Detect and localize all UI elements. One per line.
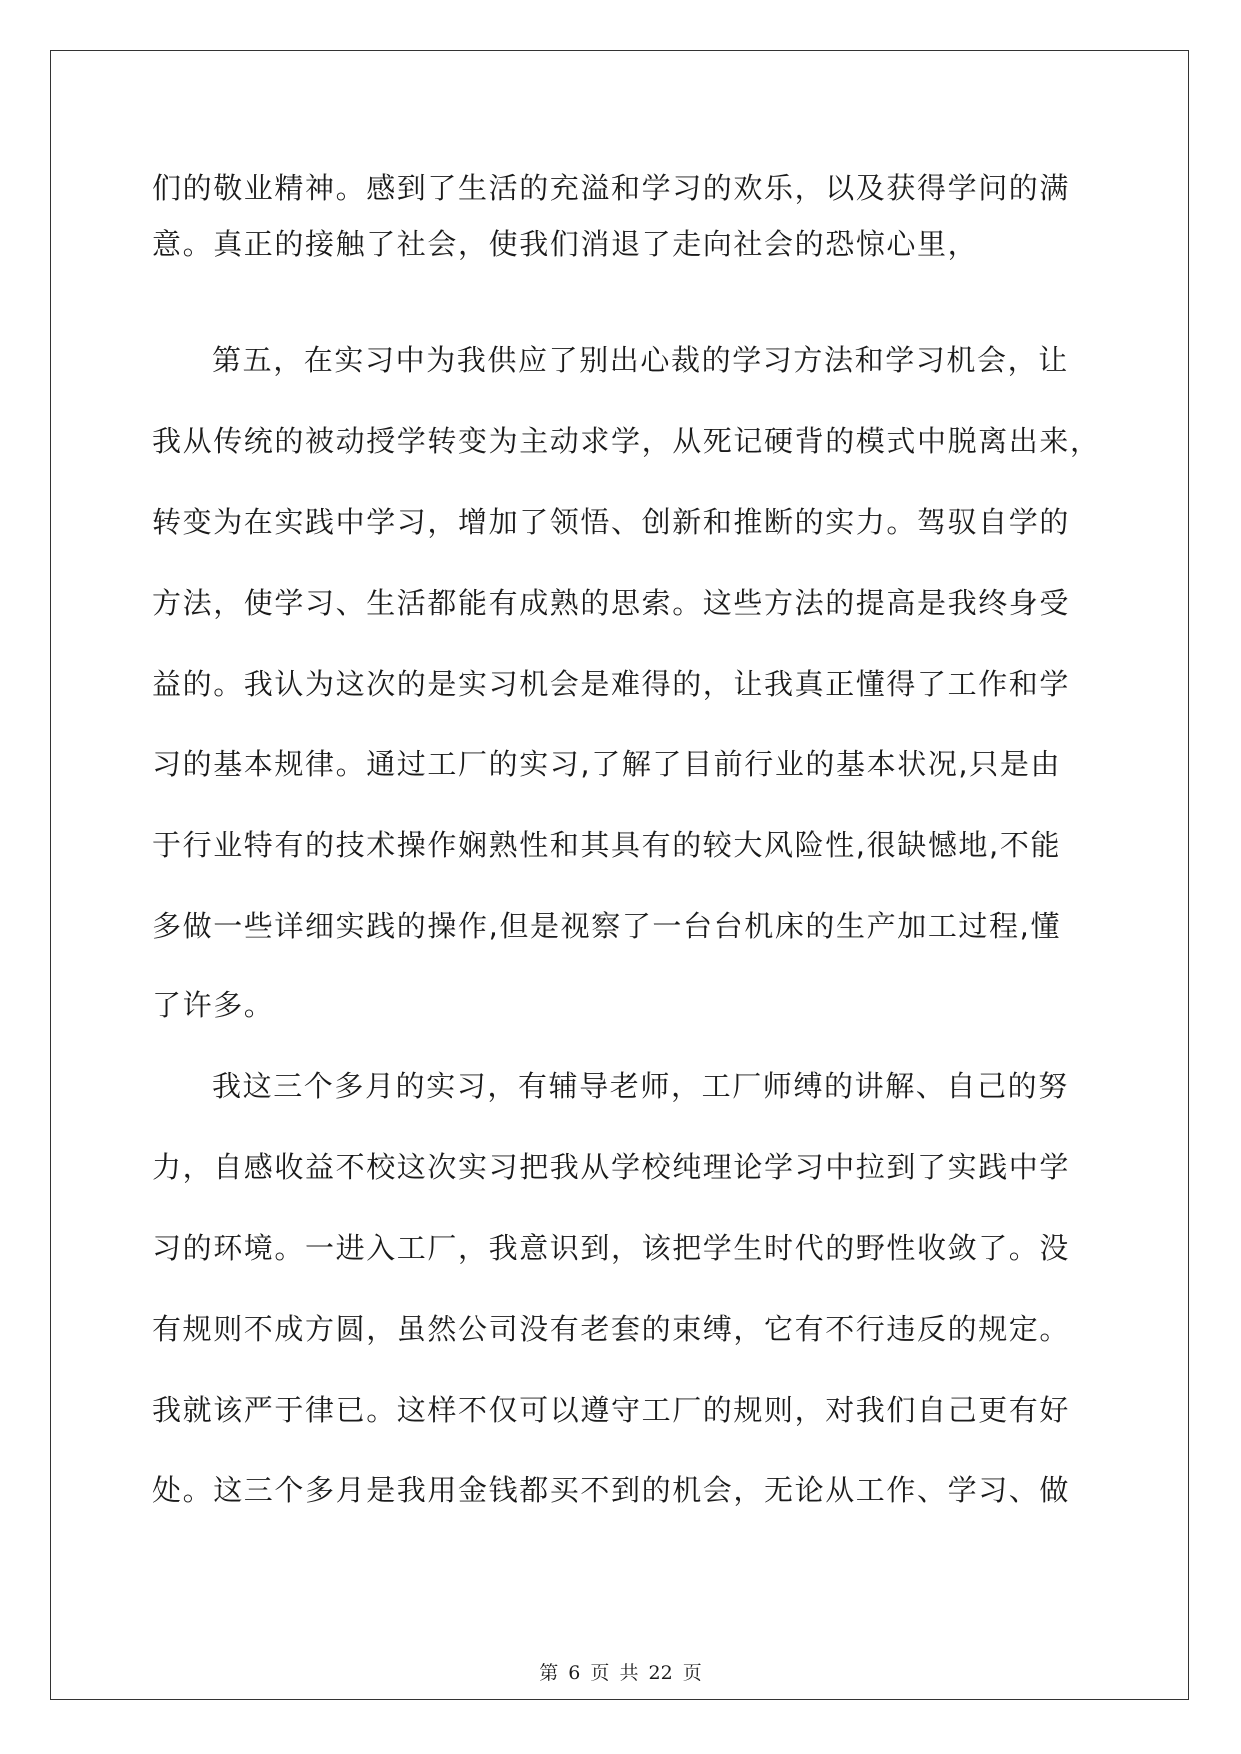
paragraph-line: 习的环境。一进入工厂，我意识到，该把学生时代的野性收敛了。没 (152, 1231, 1071, 1265)
paragraph-line: 方法，使学习、生活都能有成熟的思索。这些方法的提高是我终身受 (152, 586, 1071, 620)
paragraph-line: 多做一些详细实践的操作,但是视察了一台台机床的生产加工过程,懂 (152, 909, 1062, 943)
paragraph-line: 转变为在实践中学习，增加了领悟、创新和推断的实力。驾驭自学的 (152, 505, 1071, 539)
paragraph-line: 处。这三个多月是我用金钱都买不到的机会，无论从工作、学习、做 (152, 1473, 1071, 1507)
paragraph-line: 我这三个多月的实习，有辅导老师，工厂师缚的讲解、自己的努 (212, 1069, 1069, 1103)
paragraph-line: 有规则不成方圆，虽然公司没有老套的束缚，它有不行违反的规定。 (152, 1312, 1071, 1346)
page-border (50, 50, 1189, 1700)
paragraph-line: 益的。我认为这次的是实习机会是难得的，让我真正懂得了工作和学 (152, 667, 1071, 701)
paragraph-line: 于行业特有的技术操作娴熟性和其具有的较大风险性,很缺憾地,不能 (152, 828, 1062, 862)
paragraph-line: 们的敬业精神。感到了生活的充溢和学习的欢乐，以及获得学问的满 (152, 171, 1071, 205)
paragraph-line: 了许多。 (152, 988, 275, 1022)
paragraph-line: 意。真正的接触了社会，使我们消退了走向社会的恐惊心里， (152, 227, 979, 261)
paragraph-line: 我从传统的被动授学转变为主动求学，从死记硬背的模式中脱离出来， (152, 424, 1101, 458)
paragraph-line: 第五，在实习中为我供应了别出心裁的学习方法和学习机会，让 (212, 343, 1069, 377)
page-number: 第 6 页 共 22 页 (539, 1662, 702, 1684)
paragraph-line: 习的基本规律。通过工厂的实习,了解了目前行业的基本状况,只是由 (152, 747, 1062, 781)
paragraph-line: 我就该严于律已。这样不仅可以遵守工厂的规则，对我们自己更有好 (152, 1393, 1071, 1427)
paragraph-line: 力，自感收益不校这次实习把我从学校纯理论学习中拉到了实践中学 (152, 1150, 1071, 1184)
